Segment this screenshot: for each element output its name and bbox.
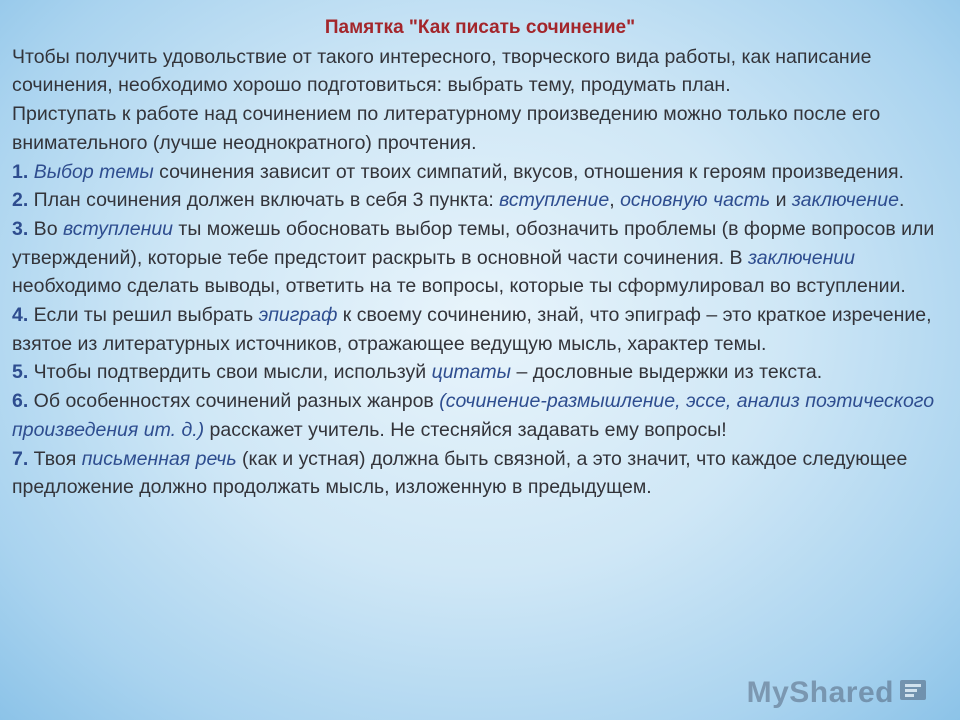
item-number: 3. (12, 217, 29, 240)
list-item (12, 158, 948, 187)
intro-paragraph-1: Чтобы получить удовольствие от такого интересного, творческого вида работы, как написание сочинения, необходимо хорошо подготовиться: выбрать тему, продумать план. (12, 45, 872, 97)
slides-icon (898, 678, 932, 706)
item-text: , (609, 189, 621, 212)
watermark-logo (747, 676, 932, 710)
item-text: и (770, 189, 792, 212)
item-emphasis: эпиграф (258, 304, 338, 327)
item-number: 5. (12, 361, 29, 384)
item-emphasis: (сочинение-размышление, эссе, анализ поэтического произведения ит. д.) (12, 390, 935, 441)
item-emphasis: основную часть (620, 189, 771, 212)
item-text: сочинения зависит от твоих симпатий, вкусов, отношения к героям произведения. (153, 160, 904, 183)
list-item (12, 445, 948, 502)
item-emphasis: письменная речь (81, 447, 237, 470)
item-text: к своему сочинению, знай, что эпиграф – это краткое изречение, взятое из литературных источников, отражающее ведущую мысль, характер темы. (12, 304, 932, 355)
item-number: 4. (12, 304, 29, 327)
item-text: (как и устная) должна быть связной, а это значит, что каждое следующее предложение должно продолжать мысль, изложенную в предыдущем. (12, 447, 908, 499)
item-text: Твоя (28, 447, 82, 470)
item-text: расскажет учитель. Не стесняйся задавать ему вопросы! (204, 418, 727, 441)
item-text: Чтобы подтвердить свои мысли, используй (28, 361, 432, 384)
item-text: ты можешь обосновать выбор темы, обозначить проблемы (в форме вопросов или утверждений), которые тебе предстоит раскрыть в основной части сочинения. В (12, 217, 935, 269)
page-title: Памятка "Как писать сочинение" (324, 17, 636, 38)
slide-content (12, 14, 948, 502)
item-emphasis: вступлении (62, 217, 174, 240)
item-text: необходимо сделать выводы, ответить на те вопросы, которые ты сформулировал во вступлении. (12, 275, 906, 298)
list-item (12, 186, 948, 215)
list-item (12, 387, 948, 444)
item-number: 2. (12, 189, 29, 212)
item-text: – дословные выдержки из текста. (511, 361, 823, 384)
item-emphasis: Выбор темы (33, 160, 154, 183)
item-text: Если ты решил выбрать (28, 304, 259, 327)
item-text: . (898, 189, 905, 212)
list-item (12, 215, 948, 301)
item-number: 1. (12, 160, 29, 183)
item-text: План сочинения должен включать в себя 3 пункта: (28, 189, 500, 212)
watermark-text: MyShared (746, 676, 894, 709)
intro-paragraph-2: Приступать к работе над сочинением по литературному произведению можно только после его внимательного (лучше неоднократного) прочтения. (12, 103, 881, 154)
item-emphasis: заключении (747, 246, 855, 269)
item-number: 7. (12, 447, 29, 470)
list-item (12, 358, 948, 387)
item-emphasis: цитаты (431, 361, 512, 384)
item-emphasis: заключение (791, 189, 899, 212)
list-item (12, 301, 948, 358)
item-emphasis: вступление (499, 189, 610, 212)
item-number: 6. (12, 390, 29, 413)
item-text: Об особенностях сочинений разных жанров (28, 390, 440, 413)
item-text: Во (28, 217, 63, 240)
